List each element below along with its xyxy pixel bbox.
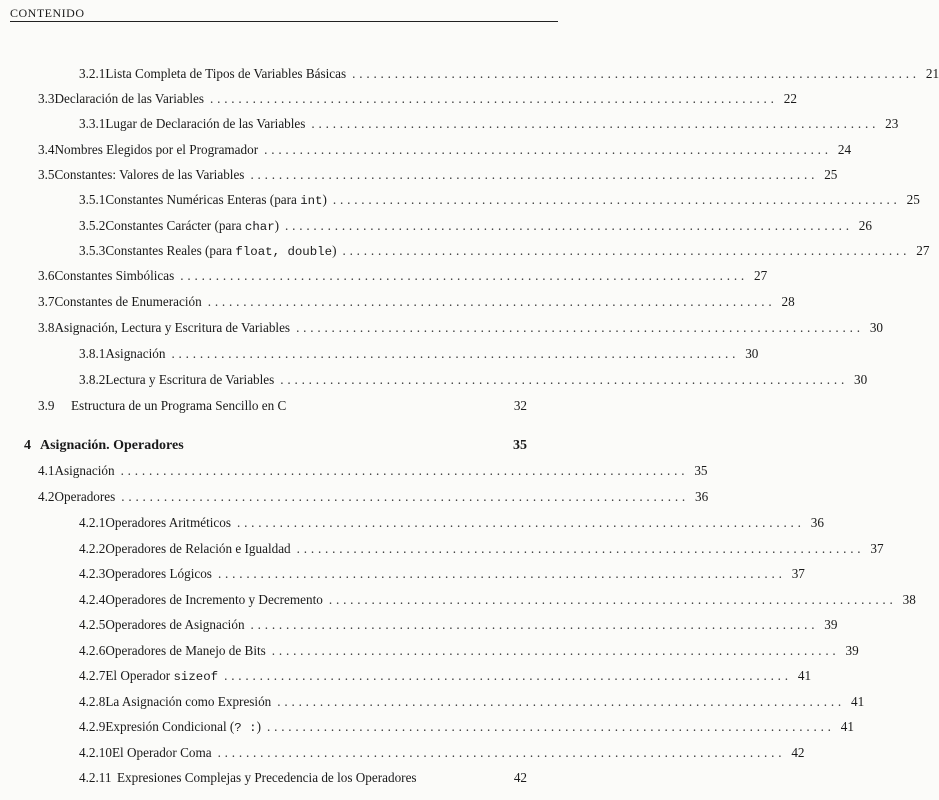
toc-page-number: 24 [837,142,852,157]
toc-entry-number: 4.2.1 [79,515,106,530]
toc-entry-number: 4.2.11 [79,770,112,785]
toc-entry[interactable] [79,243,930,261]
toc-entry-title: Asignación [54,463,115,478]
toc-dot-leader: ................................................................................ [280,372,849,387]
toc-entry[interactable] [38,463,708,481]
toc-dot-leader: ................................................................................ [121,489,690,504]
toc-entry[interactable] [79,668,812,686]
toc-entry-number: 3.9 [38,398,55,413]
toc-entry-title: Declaración de las Variables [54,91,204,106]
toc-entry[interactable] [38,91,797,109]
toc-entry-title: Operadores de Asignación [105,617,245,632]
toc-entry-title: Asignación, Lectura y Escritura de Variables [54,320,291,335]
toc-entry[interactable] [79,719,854,737]
toc-entry-number: 4.2.8 [79,694,106,709]
toc-chapter-entry[interactable] [24,438,527,456]
toc-dot-leader: ................................................................................ [271,643,840,658]
toc-page-number: 39 [824,617,838,632]
toc-entry-title: Operadores Aritméticos [105,515,231,530]
toc-entry-number: 4.2.9 [79,719,106,734]
toc-entry-number: 3.5 [38,167,55,182]
toc-entry-title: Lista Completa de Tipos de Variables Básicas [105,66,347,81]
toc-entry-number: 3.8.2 [79,372,106,387]
toc-page-number: 36 [810,515,824,530]
toc-entry[interactable] [79,770,527,788]
toc-entry-title: Nombres Elegidos por el Programador [54,142,259,157]
toc-entry[interactable] [79,694,865,712]
running-header: CONTENIDO [10,6,85,20]
toc-page-number: 30 [745,346,759,361]
toc-entry[interactable] [38,167,838,185]
toc-entry-number: 4.2.5 [79,617,106,632]
toc-entry-title: Operadores [54,489,116,504]
toc-entry-number: 4.2.4 [79,592,106,607]
toc-dot-leader: ................................................................................ [180,268,749,283]
toc-dot-leader: ................................................................................ [342,243,911,258]
toc-entry-title: Asignación [105,346,166,361]
toc-dot-leader: ................................................................................ [217,745,786,760]
toc-page-number: 23 [885,116,899,131]
toc-entry-number: 3.5.2 [79,218,106,233]
toc-entry-title: Asignación. Operadores [40,438,184,453]
toc-entry-number: 3.6 [38,268,55,283]
toc-entry[interactable] [38,294,795,312]
toc-entry-title: Estructura de un Programa Sencillo en C [71,398,287,413]
toc-entry[interactable] [79,116,899,134]
toc-entry-title: La Asignación como Expresión [105,694,272,709]
toc-entry-title: Constantes: Valores de las Variables [54,167,245,182]
toc-entry-title: Operadores de Relación e Igualdad [105,541,291,556]
toc-dot-leader: ................................................................................ [264,142,832,157]
toc-entry[interactable] [79,541,884,559]
toc-entry-title: El Operador Coma [111,745,212,760]
toc-entry-title: Constantes Carácter (para char) [105,218,280,234]
toc-page-number: 38 [902,592,916,607]
toc-entry-number: 3.2.1 [79,66,106,81]
toc-page-number: 35 [513,438,527,453]
toc-entry-title: Operadores Lógicos [105,566,212,581]
toc-page-number: 35 [694,463,708,478]
toc-page-number: 25 [824,167,838,182]
toc-entry[interactable] [79,346,759,364]
toc-entry-number: 4.2.7 [79,668,106,683]
toc-entry[interactable] [38,489,709,507]
toc-dot-leader: ................................................................................ [120,463,689,478]
toc-entry-title: Constantes Simbólicas [54,268,175,283]
toc-entry[interactable] [38,320,883,338]
toc-dot-leader: ................................................................................ [352,66,920,81]
toc-entry-number: 4 [24,438,31,453]
toc-entry-title: El Operador sizeof [105,668,219,684]
toc-dot-leader: ................................................................................ [217,566,786,581]
toc-page-number: 39 [845,643,859,658]
toc-entry-title: Lugar de Declaración de las Variables [105,116,306,131]
toc-entry[interactable] [79,66,939,84]
toc-entry-number: 4.2.6 [79,643,106,658]
toc-dot-leader: ................................................................................ [285,218,853,233]
toc-entry-title: Constantes Numéricas Enteras (para int) [105,192,327,208]
toc-entry-title: Lectura y Escritura de Variables [105,372,275,387]
toc-entry[interactable] [79,745,805,763]
toc-entry[interactable] [79,515,824,533]
toc-page-number: 41 [797,668,812,683]
toc-entry[interactable] [79,192,920,210]
toc-dot-leader: ................................................................................ [207,294,776,309]
toc-page-number: 36 [695,489,709,504]
toc-dot-leader: ................................................................................ [171,346,740,361]
toc-entry-number: 3.3 [38,91,55,106]
toc-entry-title: Constantes de Enumeración [54,294,202,309]
toc-page-number: 32 [513,398,527,413]
toc-page-number: 27 [916,243,930,258]
toc-dot-leader: ................................................................................ [296,320,864,335]
toc-entry[interactable] [79,566,805,584]
toc-page-number: 42 [513,770,527,785]
toc-entry-title: Constantes Reales (para float, double) [105,243,337,259]
toc-page-number: 21 [925,66,939,81]
toc-dot-leader: ................................................................................ [328,592,897,607]
toc-entry-number: 4.1 [38,463,55,478]
toc-entry-title: Operadores de Incremento y Decremento [105,592,323,607]
toc-page-number: 27 [754,268,768,283]
toc-entry-number: 3.5.1 [79,192,106,207]
toc-entry[interactable] [38,142,852,160]
toc-entry-number: 4.2.10 [79,745,112,760]
toc-entry-number: 4.2 [38,489,55,504]
toc-dot-leader: ................................................................................ [296,541,865,556]
toc-entry-number: 3.8.1 [79,346,106,361]
toc-entry[interactable] [38,268,768,286]
toc-page-number: 30 [869,320,883,335]
toc-entry-number: 4.2.2 [79,541,106,556]
toc-dot-leader: ................................................................................ [311,116,880,131]
toc-entry[interactable] [79,218,872,236]
toc-entry-number: 3.4 [38,142,55,157]
toc-entry[interactable] [79,592,916,610]
toc-page-number: 22 [783,91,797,106]
toc-entry[interactable] [38,398,527,416]
toc-dot-leader: ................................................................................ [332,192,901,207]
toc-entry-number: 4.2.3 [79,566,106,581]
toc-entry[interactable] [79,617,838,635]
toc-entry-number: 3.7 [38,294,55,309]
toc-entry[interactable] [79,372,868,390]
toc-page-number: 41 [840,719,854,734]
toc-page-number: 37 [791,566,805,581]
toc-entry-title: Operadores de Manejo de Bits [105,643,266,658]
toc-dot-leader: ................................................................................ [250,167,819,182]
toc-page-number: 30 [854,372,868,387]
toc-entry-number: 3.5.3 [79,243,106,258]
toc-dot-leader: ................................................................................ [224,668,792,683]
toc-entry-number: 3.3.1 [79,116,106,131]
toc-page-number: 42 [791,745,805,760]
toc-page-number: 28 [781,294,795,309]
toc-page-number: 41 [851,694,865,709]
toc-entry-title: Expresión Condicional (? :) [105,719,262,735]
toc-page-number: 25 [906,192,920,207]
toc-entry-title: Expresiones Complejas y Precedencia de los Operadores [117,770,417,785]
toc-dot-leader: ................................................................................ [250,617,819,632]
toc-entry[interactable] [79,643,859,661]
toc-dot-leader: ................................................................................ [236,515,805,530]
toc-dot-leader: ................................................................................ [277,694,846,709]
toc-dot-leader: ................................................................................ [210,91,778,106]
toc-page-number: 26 [858,218,872,233]
toc-page-number: 37 [870,541,884,556]
toc-dot-leader: ................................................................................ [267,719,835,734]
toc-entry-number: 3.8 [38,320,55,335]
